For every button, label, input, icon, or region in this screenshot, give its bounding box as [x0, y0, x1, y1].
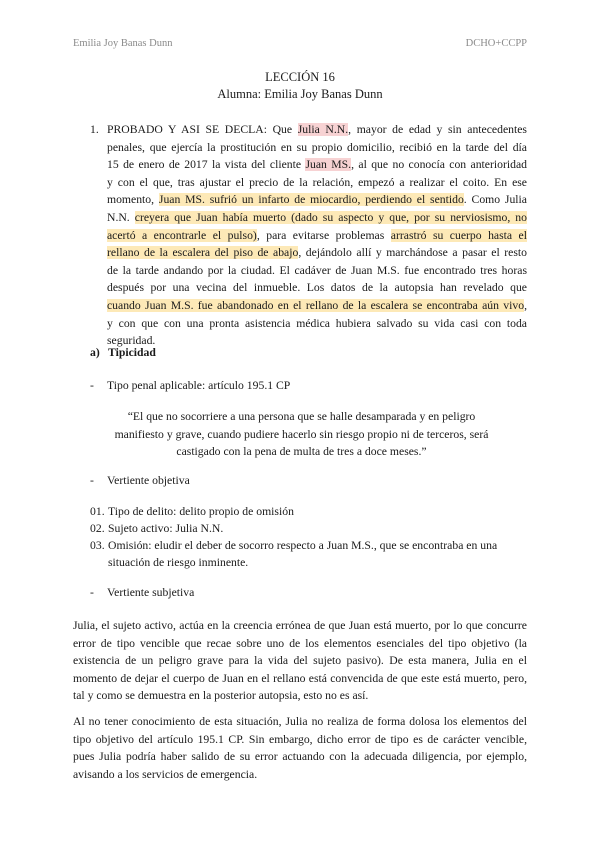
facts-text: momento, [107, 193, 159, 207]
analysis-paragraph-2: Al no tener conocimiento de esta situación, Julia no realiza de forma dolosa los elementos del tipo objetivo del artículo 195.1 CP. Sin embargo, dicho error de tipo es de carácter vencible, pues Julia podría haber salido de su error actuando con la adecuada diligencia, por ejemplo, avisando a los servicios de emergencia. [73, 715, 527, 781]
facts-text: , dejándolo allí y marchándose a pasar el resto [298, 246, 527, 260]
facts-number: 1. [90, 123, 99, 136]
section-a-label: a) [90, 346, 100, 359]
objective-item-text: Sujeto activo: Julia N.N. [108, 522, 224, 535]
bullet-dash: - [90, 379, 94, 392]
objective-item-number: 02. [90, 522, 105, 535]
facts-text: y con el que, tras ajustar el precio de la relación, empezó a realizar el coito. En ese [107, 175, 527, 189]
objective-item-number: 01. [90, 505, 105, 518]
facts-text: después por una vecina del inmueble. Los datos de la autopsia han revelado que [107, 281, 527, 295]
facts-text: 15 de enero de 2017 la vista del cliente [107, 158, 306, 172]
facts-text: , al que no conocía con anterioridad [351, 158, 527, 172]
quote-line: castigado con la pena de multa de tres a doce meses.” [176, 445, 427, 459]
facts-line [107, 139, 527, 157]
vertiente-objetiva: Vertiente objetiva [107, 474, 190, 487]
facts-line [107, 244, 527, 262]
facts-line [107, 121, 527, 139]
facts-line [107, 209, 527, 227]
facts-line [107, 332, 527, 350]
objective-item-text: Tipo de delito: delito propio de omisión [108, 505, 294, 518]
bullet-dash: - [90, 474, 94, 487]
highlighted-text: Julia N.N. [297, 123, 349, 136]
bullet-dash: - [90, 586, 94, 599]
facts-text: y con que con una pronta asistencia médica hubiera salvado su vida casi con toda [107, 316, 527, 330]
highlighted-text: creyera que Juan había muerto (dado su aspecto y que, por su nerviosismo, no [134, 210, 527, 224]
analysis-paragraph-1: Julia, el sujeto activo, actúa en la creencia errónea de que Juan está muerto, por lo que concurre error de tipo vencible que recae sobre uno de los elementos esenciales del tipo objetivo (la existencia de un peligro grave para la vida del sujeto pasivo). De esta manera, Julia en el momento de dejar el cuerpo de Juan en el rellano está convencida de que este está muerto, pero, tal y como se demuestra en la posterior autopsia, esto no es así. [73, 619, 527, 703]
article-quote [104, 408, 499, 461]
facts-text: , [524, 298, 527, 312]
highlighted-text: cuando Juan M.S. fue abandonado en el rellano de la escalera se encontraba aún vivo [107, 298, 525, 312]
header-author: Emilia Joy Banas Dunn [73, 38, 173, 49]
header-course: DCHO+CCPP [465, 38, 527, 49]
highlighted-text: rellano de la escalera del piso de abajo [107, 246, 299, 260]
highlighted-text: acertó a encontrarle el pulso) [107, 228, 257, 242]
lesson-title: LECCIÓN 16 [265, 70, 335, 84]
facts-text: PROBADO Y ASI SE DECLA: Que [107, 123, 298, 136]
facts-line [107, 227, 527, 245]
facts-line [107, 279, 527, 297]
highlighted-text: Juan MS. [305, 158, 352, 172]
highlighted-text: arrastró su cuerpo hasta el [390, 228, 527, 242]
facts-line [107, 191, 527, 209]
facts-line [107, 297, 527, 315]
facts-line [107, 174, 527, 192]
objective-item-continuation: situación de riesgo inminente. [108, 556, 249, 569]
facts-text: penales, que ejercía la prostitución en su propio domicilio, recibió en la tarde del día [107, 140, 527, 154]
quote-line: manifiesto y grave, cuando pudiere hacerlo sin riesgo propio ni de terceros, será [114, 427, 489, 441]
vertiente-subjetiva: Vertiente subjetiva [107, 586, 195, 599]
facts-text: . Como Julia [463, 193, 527, 207]
student-name: Alumna: Emilia Joy Banas Dunn [217, 87, 383, 101]
facts-line [107, 315, 527, 333]
facts-text: , para evitarse problemas [256, 228, 391, 242]
objective-item-text: Omisión: eludir el deber de socorro respecto a Juan M.S., que se encontraba en una [108, 539, 498, 552]
facts-line [107, 262, 527, 280]
quote-line: “El que no socorriere a una persona que se halle desamparada y en peligro [127, 410, 476, 423]
facts-line [107, 156, 527, 174]
highlighted-text: Juan MS. sufrió un infarto de miocardio, perdiendo el sentido [158, 193, 464, 207]
tipo-penal-line: Tipo penal aplicable: artículo 195.1 CP [107, 379, 291, 392]
facts-text: , mayor de edad y sin antecedentes [348, 123, 527, 136]
facts-text: de la tarde andando por la ciudad. El cadáver de Juan M.S. fue encontrado tres horas [107, 263, 527, 277]
objective-item-number: 03. [90, 539, 105, 552]
facts-paragraph [107, 121, 527, 350]
facts-text: seguridad. [107, 334, 156, 348]
section-a-title: Tipicidad [108, 346, 156, 359]
facts-text: N.N. [107, 210, 135, 224]
